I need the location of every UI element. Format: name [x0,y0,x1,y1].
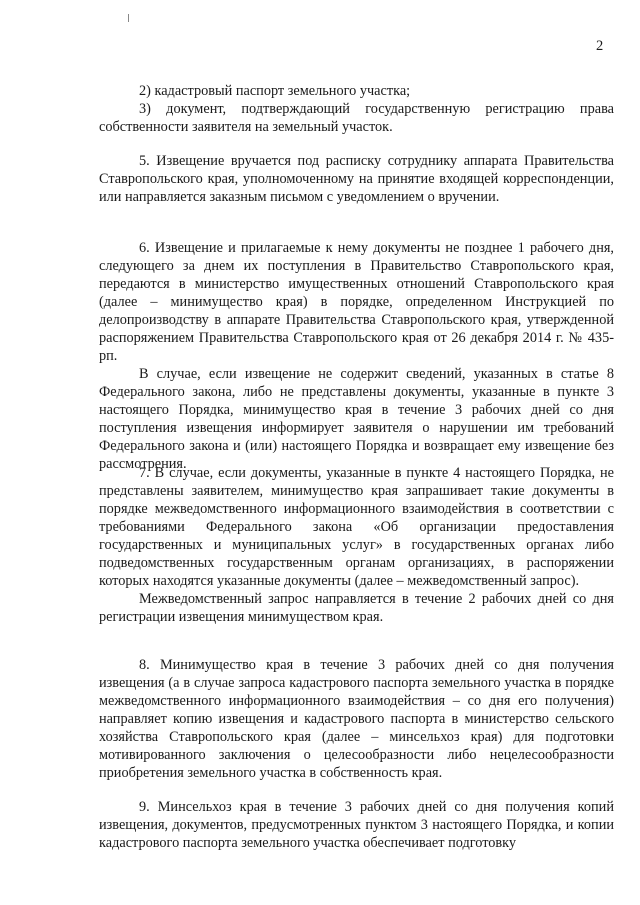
paragraph: 2) кадастровый паспорт земельного участка; [139,83,411,99]
scan-mark [128,14,129,22]
paragraph: 7. В случае, если документы, указанные в пункте 4 настоящего Порядка, не представлены заявителем, минимущество края запрашивает такие документы в порядке межведомственного информационного взаимодействия в соответствии с требованиями Федерального закона «Об организации предоставления государственных и муниципальных услуг» в государственных органах либо подведомственных государственным органам организациях, в распоряжении которых находятся указанные документы (далее – межведомственный запрос). [99,465,614,589]
section-item-9 [99,798,614,852]
paragraph: 3) документ, подтверждающий государственную регистрацию права собственности заявителя на земельный участок. [99,101,614,135]
paragraph: Межведомственный запрос направляется в течение 2 рабочих дней со дня регистрации извещения минимуществом края. [99,591,614,625]
paragraph: 5. Извещение вручается под расписку сотруднику аппарата Правительства Ставропольского края, уполномоченному на принятие входящей корреспонденции, или направляется заказным письмом с уведомлением о вручении. [99,153,614,205]
paragraph: 9. Минсельхоз края в течение 3 рабочих дней со дня получения копий извещения, документов, предусмотренных пунктом 3 настоящего Порядка, и копии кадастрового паспорта земельного участка обеспечивает подготовку [99,799,614,851]
section-item-5 [99,152,614,206]
paragraph: 6. Извещение и прилагаемые к нему документы не позднее 1 рабочего дня, следующего за днем их поступления в Правительство Ставропольского края, передаются в министерство имущественных отношений Ставропольского края (далее – минимущество края) в порядке, определенном Инструкцией по делопроизводству в аппарате Правительства Ставропольского края, утвержденной распоряжением Правительства Ставропольского края от 26 декабря 2014 г. № 435-рп. [99,240,614,364]
page-number: 2 [596,38,604,54]
section-item-7 [99,464,614,626]
paragraph: 8. Минимущество края в течение 3 рабочих дней со дня получения извещения (а в случае запроса кадастрового паспорта земельного участка в порядке межведомственного информационного взаимодействия – со дня его получения) направляет копию извещения и кадастрового паспорта в министерство сельского хозяйства Ставропольского края (далее – минсельхоз края) для подготовки мотивированного заключения о целесообразности либо нецелесообразности приобретения земельного участка в собственность края. [99,657,614,781]
paragraph: В случае, если извещение не содержит сведений, указанных в статье 8 Федерального закона, либо не представлены документы, указанные в пункте 3 настоящего Порядка, минимущество края в течение 3 рабочих дней со дня поступления извещения информирует заявителя о нарушении им требований Федерального закона и (или) настоящего Порядка и возвращает ему извещение без рассмотрения. [99,366,614,472]
section-item-6 [99,239,614,473]
section-list-items [99,82,614,136]
section-item-8 [99,656,614,782]
